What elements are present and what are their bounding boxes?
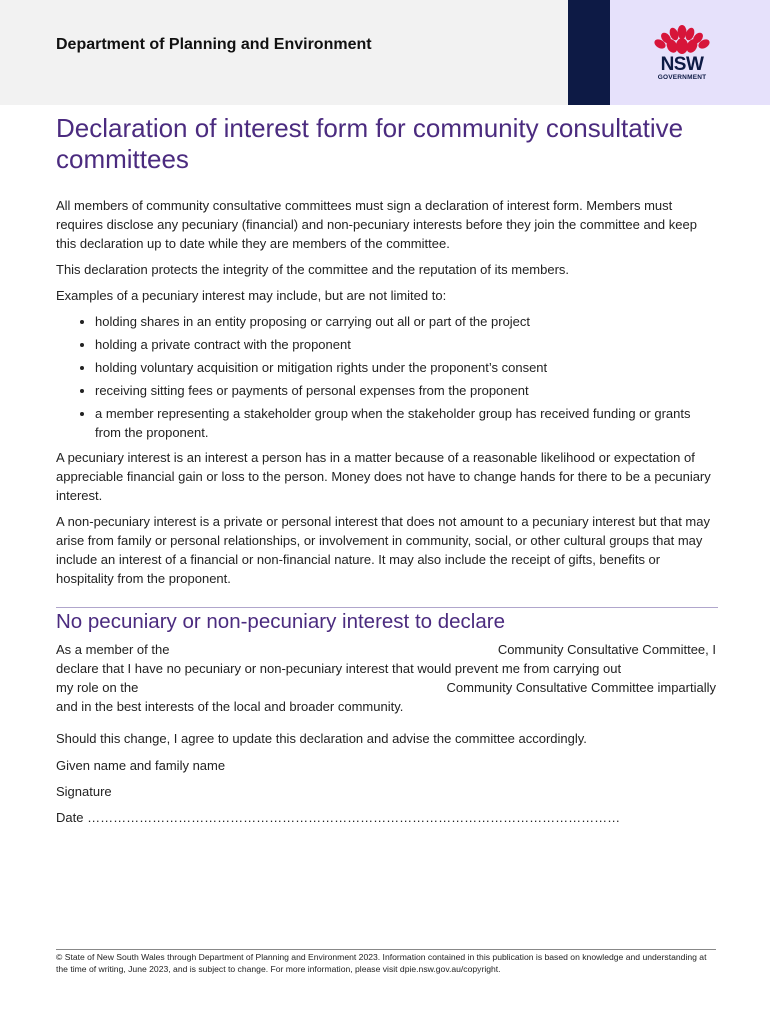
examples-list — [56, 312, 716, 442]
logo-government-text: GOVERNMENT — [657, 74, 707, 81]
definition-paragraph: A non-pecuniary interest is a private or personal interest that does not amount to a pecuniary interest but that may arise from family or personal relationships, or involvement in community, social, or other cultural groups that may include an interest of a financial or non-financial nature. It may also include the receipt of gifts, benefits or hospitality from the proponent. — [56, 514, 710, 586]
change-statement: Should this change, I agree to update this declaration and advise the committee accordingly. — [56, 731, 587, 746]
declaration-text — [56, 640, 716, 716]
logo-nsw-text: NSW — [660, 54, 704, 75]
declaration-line — [56, 640, 716, 659]
nsw-government-logo — [650, 22, 714, 86]
declaration-line — [56, 678, 716, 697]
section-heading: No pecuniary or non-pecuniary interest to declare — [56, 607, 718, 634]
signature-label: Signature — [56, 784, 112, 799]
list-item: • holding a private contract with the proponent — [95, 335, 716, 354]
list-item: • holding voluntary acquisition or mitigation rights under the proponent’s consent — [95, 358, 716, 377]
intro-paragraph: All members of community consultative committees must sign a declaration of interest form. Members must requires disclose any pecuniary (financial) and non-pecuniary interests before they join the committee and keep this declaration up to date while they are members of the committee. — [56, 198, 697, 251]
waratah-icon — [650, 22, 714, 56]
intro-paragraph: Examples of a pecuniary interest may include, but are not limited to: — [56, 288, 447, 303]
declaration-text-right: Community Consultative Committee, I — [497, 642, 716, 657]
department-name: Department of Planning and Environment — [56, 36, 372, 53]
declaration-text-right: Community Consultative Committee impartially — [446, 680, 716, 695]
list-item: • a member representing a stakeholder group when the stakeholder group has received funding or grants from the proponent. — [95, 404, 716, 442]
declaration-text-left: As a member of the — [56, 642, 170, 657]
intro-paragraph: This declaration protects the integrity of the committee and the reputation of its members. — [56, 262, 570, 277]
header-stripe — [568, 0, 610, 105]
intro-content — [56, 196, 716, 595]
declaration-line: and in the best interests of the local and broader community. — [56, 699, 404, 714]
page-header — [0, 0, 770, 105]
definition-paragraph: A pecuniary interest is an interest a person has in a matter because of a reasonable likelihood or expectation of appreciable financial gain or loss to the person. Money does not have to change hands for there to be a pecuniary interest. — [56, 450, 711, 503]
declaration-line: declare that I have no pecuniary or non-pecuniary interest that would prevent me from carrying out — [56, 661, 622, 676]
given-name-label: Given name and family name — [56, 758, 226, 773]
date-label: Date …………………………………………………………………………………………………………… — [56, 810, 621, 825]
copyright-footer: © State of New South Wales through Department of Planning and Environment 2023. Information contained in this publication is based on knowledge and understanding at the time of writing, June 2023, and is subject to change. For more information, please visit dpie.nsw.gov.au/copyright. — [56, 949, 716, 975]
list-item: • holding shares in an entity proposing or carrying out all or part of the project — [95, 312, 716, 331]
declaration-text-left: my role on the — [56, 680, 139, 695]
list-item: • receiving sitting fees or payments of personal expenses from the proponent — [95, 381, 716, 400]
page-title: Declaration of interest form for community consultative committees — [56, 113, 684, 174]
